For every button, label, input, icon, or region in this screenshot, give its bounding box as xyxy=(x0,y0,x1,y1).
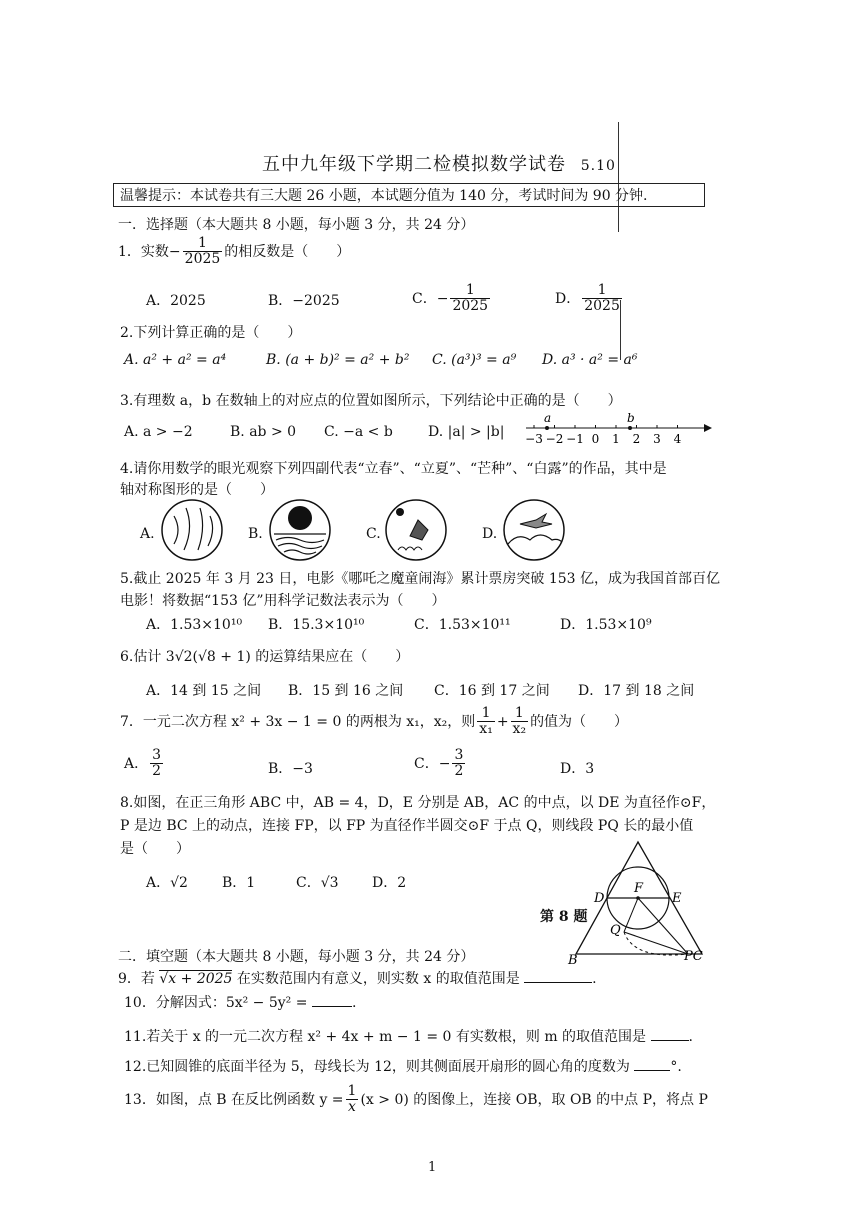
q7-c-minus: − xyxy=(438,755,451,772)
q7-option-d: D．3 xyxy=(560,761,595,777)
solar-term-art-c xyxy=(384,498,448,562)
q13-post: (x > 0) 的图像上，连接 OB，取 OB 的中点 P，将点 P xyxy=(360,1091,708,1108)
q12-pre: 12.已知圆锥的底面半径为 5，母线长为 12，则其侧面展开扇形的圆心角的度数为 xyxy=(124,1059,630,1075)
q6-option-b: B．15 到 16 之间 xyxy=(288,683,404,699)
q1-fraction xyxy=(183,236,223,268)
q2-option-b: B. (a + b)² = a² + b² xyxy=(266,352,410,368)
q10-answer-blank[interactable] xyxy=(312,1006,352,1007)
q7-c-fraction xyxy=(452,748,465,780)
label-Q: Q xyxy=(610,923,621,938)
q7-c-num: 3 xyxy=(454,747,464,763)
q11-end: . xyxy=(688,1029,693,1045)
q9-expression: √x + 2025 xyxy=(159,971,233,987)
axis-arrow xyxy=(704,424,712,432)
q5-option-d: D．1.53×10⁹ xyxy=(560,617,652,633)
page-title xyxy=(262,150,616,176)
q7-c-den: 2 xyxy=(454,763,464,780)
q1-d-label: D． xyxy=(555,290,581,307)
q5-option-b: B．15.3×10¹⁰ xyxy=(268,617,365,633)
q3-option-a: A. a > −2 xyxy=(124,424,193,440)
q7-fraction-2 xyxy=(511,706,529,738)
axis-tick-label: 3 xyxy=(653,432,661,446)
q9-answer-blank[interactable] xyxy=(524,982,592,983)
q7-fraction-1 xyxy=(477,706,495,738)
q7-a-num: 3 xyxy=(152,747,162,763)
label-E: E xyxy=(672,891,682,906)
question-3: 3.有理数 a，b 在数轴上的对应点的位置如图所示，下列结论中正确的是（ ） xyxy=(120,393,622,409)
q10-end: . xyxy=(351,995,357,1011)
question-4-line2: 轴对称图形的是（ ） xyxy=(120,482,274,498)
solar-term-art-b xyxy=(268,498,332,562)
q6-option-c: C．16 到 17 之间 xyxy=(434,683,550,699)
q9-pre: 9．若 xyxy=(118,971,155,987)
label-B: B xyxy=(568,953,578,966)
question-10 xyxy=(124,992,356,1012)
q13-den: x xyxy=(348,1099,356,1116)
q5-option-a: A．1.53×10¹⁰ xyxy=(146,617,243,633)
q2-option-a: A. a² + a² = a⁴ xyxy=(124,352,227,368)
q7-option-b: B．−3 xyxy=(268,761,313,777)
q2-option-d: D. a³ · a² = a⁶ xyxy=(542,352,638,368)
q7-option-c xyxy=(414,748,467,780)
q1-c-minus: − xyxy=(436,290,449,307)
question-8-line1: 8.如图，在正三角形 ABC 中，AB = 4，D，E 分别是 AB，AC 的中点，以 DE 为直径作⊙F， xyxy=(120,795,716,811)
axis-tick-label: −3 xyxy=(525,432,543,446)
date-text: 5.10 xyxy=(580,158,616,174)
axis-tick-label: 2 xyxy=(632,432,641,446)
notice-box: 温馨提示：本试卷共有三大题 26 小题，本试题分值为 140 分，考试时间为 90 分钟. xyxy=(113,183,705,207)
q7-a-fraction xyxy=(150,748,163,780)
q8-option-c: C．√3 xyxy=(296,875,339,891)
section1-heading: 一．选择题（本大题共 8 小题，每小题 3 分，共 24 分） xyxy=(118,217,475,233)
q1-prefix: 1．实数 xyxy=(118,243,169,260)
scan-line xyxy=(618,122,619,232)
q1-c-label: C． xyxy=(412,290,437,307)
point-a xyxy=(545,426,549,430)
question-7 xyxy=(120,706,628,738)
point-a-label: a xyxy=(544,411,552,425)
q8-option-d: D．2 xyxy=(372,875,407,891)
q3-option-d: D. |a| > |b| xyxy=(428,424,505,440)
q7-f1-num: 1 xyxy=(477,706,495,722)
question-5-line2: 电影！将数据“153 亿”用科学记数法表示为（ ） xyxy=(120,593,446,609)
q5-option-c: C．1.53×10¹¹ xyxy=(414,617,511,633)
number-line xyxy=(522,408,714,448)
q2-option-c: C. (a³)³ = a⁹ xyxy=(432,352,517,368)
label-PC: PC xyxy=(684,949,703,964)
question-13 xyxy=(124,1084,708,1116)
question-8-line2: P 是边 BC 上的动点，连接 FP，以 FP 为直径作半圆交⊙F 于点 Q，则线段 PQ 长的最小值 xyxy=(120,818,694,834)
q8-figure-caption: 第 8 题 xyxy=(540,909,588,925)
question-8-line3: 是（ ） xyxy=(120,841,190,857)
q12-end: °. xyxy=(670,1059,682,1075)
q7-stem-post: 的值为（ ） xyxy=(530,713,629,730)
q9-post: 在实数范围内有意义，则实数 x 的取值范围是 xyxy=(236,971,520,987)
q4-option-c: C. xyxy=(366,526,381,542)
axis-tick-label: 4 xyxy=(673,432,682,446)
question-9 xyxy=(118,968,597,988)
question-12 xyxy=(124,1056,682,1076)
q8-option-b: B．1 xyxy=(222,875,256,891)
q10-pre: 10．分解因式：5x² − 5y² = xyxy=(124,995,308,1011)
q1-option-d xyxy=(555,283,624,315)
q9-end: . xyxy=(592,971,597,987)
point-b xyxy=(628,426,632,430)
question-11 xyxy=(124,1026,693,1046)
q6-option-d: D．17 到 18 之间 xyxy=(578,683,695,699)
point-b-label: b xyxy=(627,411,635,425)
q1-num: 1 xyxy=(183,236,223,252)
page-number: 1 xyxy=(428,1160,437,1175)
q4-option-b: B. xyxy=(248,526,263,542)
q1-suffix: 的相反数是（ ） xyxy=(224,243,351,260)
axis-tick-label: −2 xyxy=(545,432,564,446)
q7-c-label: C． xyxy=(414,755,439,772)
title-text: 五中九年级下学期二检模拟数学试卷 xyxy=(262,154,566,175)
q7-stem-pre: 7．一元二次方程 x² + 3x − 1 = 0 的两根为 x₁，x₂，则 xyxy=(120,713,476,730)
q7-plus: + xyxy=(496,713,509,730)
question-2: 2.下列计算正确的是（ ） xyxy=(120,325,302,341)
question-5-line1: 5.截止 2025 年 3 月 23 日，电影《哪吒之魔童闹海》累计票房突破 153 亿，成为我国首部百亿 xyxy=(120,571,721,587)
question-1 xyxy=(118,236,350,268)
axis-tick-label: −1 xyxy=(566,432,584,446)
q11-answer-blank[interactable] xyxy=(651,1040,689,1041)
q7-f1-den: x₁ xyxy=(479,721,493,738)
q13-num: 1 xyxy=(347,1083,357,1099)
q12-answer-blank[interactable] xyxy=(634,1070,670,1071)
q1-option-a: A．2025 xyxy=(146,293,206,309)
q8-triangle-figure xyxy=(564,836,714,966)
axis-tick-label: 1 xyxy=(612,432,620,446)
q1-option-b: B．−2025 xyxy=(268,293,340,309)
q1-minus: − xyxy=(168,243,181,260)
q4-option-a: A. xyxy=(140,526,155,542)
question-4-line1: 4.请你用数学的眼光观察下列四副代表“立春”、“立夏”、“芒种”、“白露”的作品，其中是 xyxy=(120,461,667,477)
question-6: 6.估计 3√2(√8 + 1) 的运算结果应在（ ） xyxy=(120,649,410,665)
label-F: F xyxy=(634,881,644,896)
q1-d-den: 2025 xyxy=(584,298,620,315)
q1-d-fraction xyxy=(582,283,622,315)
q1-c-fraction xyxy=(450,283,490,315)
q1-c-num: 1 xyxy=(450,283,490,299)
q7-a-den: 2 xyxy=(152,763,162,780)
q7-f2-den: x₂ xyxy=(512,721,527,738)
q6-option-a: A．14 到 15 之间 xyxy=(146,683,262,699)
q3-option-c: C. −a < b xyxy=(324,424,393,440)
axis-tick-label: 0 xyxy=(591,432,600,446)
q1-d-num: 1 xyxy=(582,283,622,299)
q11-pre: 11.若关于 x 的一元二次方程 x² + 4x + m − 1 = 0 有实数根，则 m 的取值范围是 xyxy=(124,1029,647,1045)
label-D: D xyxy=(594,891,605,906)
q7-option-a xyxy=(124,748,165,780)
q7-a-label: A． xyxy=(124,755,149,772)
q1-option-c xyxy=(412,283,492,315)
q7-f2-num: 1 xyxy=(511,706,529,722)
q1-den: 2025 xyxy=(184,251,221,268)
q1-c-den: 2025 xyxy=(452,298,489,315)
q13-pre: 13．如图，点 B 在反比例函数 y = xyxy=(124,1091,344,1108)
section2-heading: 二．填空题（本大题共 8 小题，每小题 3 分，共 24 分） xyxy=(118,949,475,965)
q13-fraction xyxy=(346,1084,359,1116)
solar-term-art-d xyxy=(502,498,566,562)
q8-option-a: A．√2 xyxy=(146,875,188,891)
solar-term-art-a xyxy=(160,498,224,562)
q4-option-d: D. xyxy=(482,526,498,542)
q3-option-b: B. ab > 0 xyxy=(230,424,297,440)
